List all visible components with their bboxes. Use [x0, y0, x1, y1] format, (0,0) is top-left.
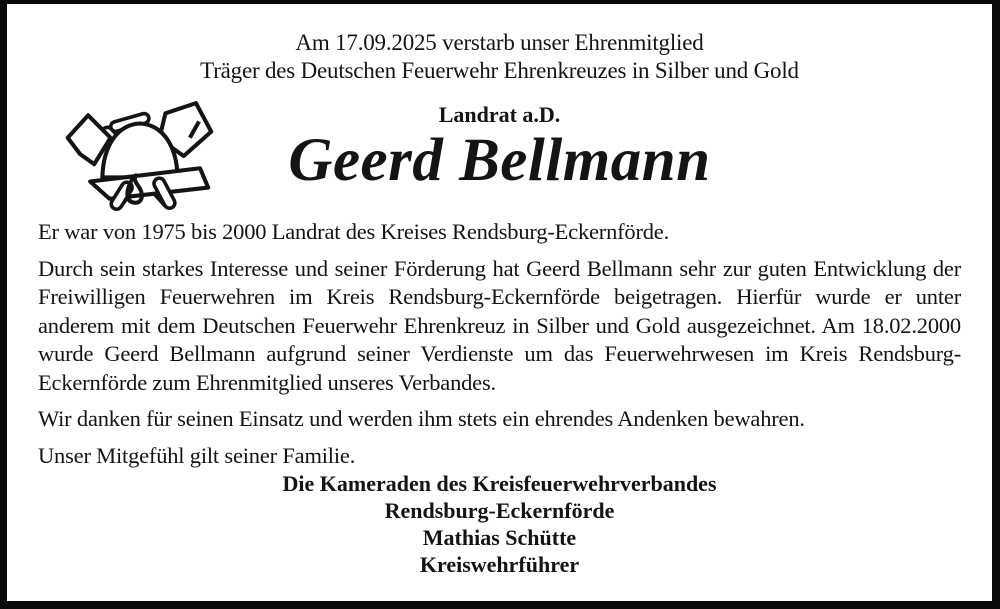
signature-person-name: Mathias Schütte: [422, 525, 577, 550]
header-line-2: Träger des Deutschen Feuerwehr Ehrenkreuzes in Silber und Gold: [200, 58, 799, 83]
notice-header: [7, 29, 992, 85]
notice-body: [38, 218, 961, 478]
deceased-title: Landrat a.D.: [438, 102, 561, 127]
signature-block: [7, 470, 992, 578]
body-paragraph-thanks: Wir danken für seinen Einsatz und werden ihm stets ein ehrendes Andenken bewahren.: [38, 406, 805, 431]
header-line-1: Am 17.09.2025 verstarb unser Ehrenmitglied: [295, 30, 704, 55]
signature-organization: Die Kameraden des Kreisfeuerwehrverbandes: [282, 471, 717, 496]
deceased-name: Geerd Bellmann: [288, 127, 711, 194]
body-paragraph-condolence: Unser Mitgefühl gilt seiner Familie.: [38, 442, 356, 468]
signature-district: Rendsburg-Eckernförde: [384, 498, 615, 523]
body-paragraph-tenure: Er war von 1975 bis 2000 Landrat des Kreises Rendsburg-Eckernförde.: [38, 219, 670, 244]
signature-person-role: Kreiswehrführer: [419, 552, 580, 577]
body-paragraph-merits: Durch sein starkes Interesse und seiner Förderung hat Geerd Bellmann sehr zur guten Entwicklung der Freiwilligen Feuerwehren im Kreis Rendsburg-Eckernförde beigetragen. Hierfür wurde er unter anderem mit dem Deutschen Feuerwehr Ehrenkreuz in Silber und Gold ausgezeichnet. Am 18.02.2000 wurde Geerd Bellmann aufgrund seiner Verdienste um das Feuerwehrwesen im Kreis Rendsburg-Eckernförde zum Ehrenmitglied unseres Verbandes.: [38, 255, 961, 395]
